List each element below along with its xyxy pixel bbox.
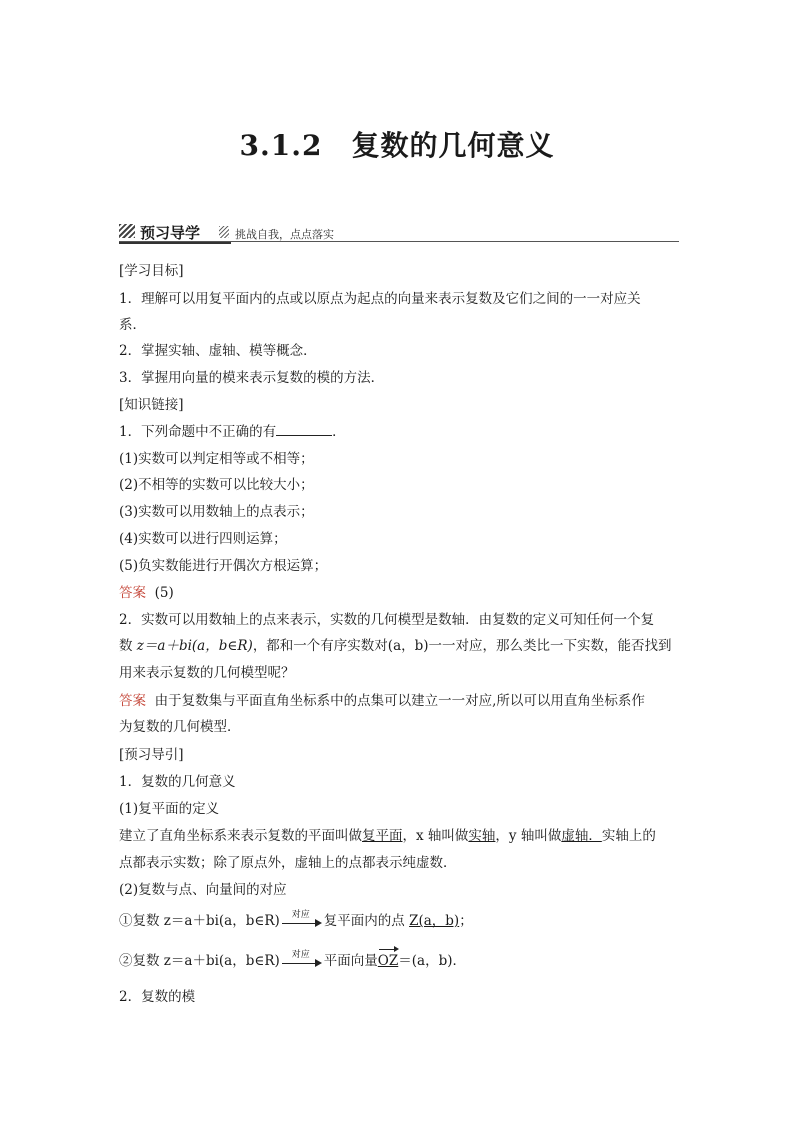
term-real-axis: 实轴: [468, 828, 496, 844]
section-header: [119, 222, 679, 242]
answer-label: 答案: [119, 585, 146, 601]
definition-line-1: [119, 827, 656, 845]
question-2-line-1: 2．实数可以用数轴上的点来表示，实数的几何模型是数轴．由复数的定义可知任何一个复: [119, 612, 655, 628]
definition-text: 实轴上的: [601, 828, 656, 844]
definition-text: 建立了直角坐标系来表示复数的平面叫做: [119, 828, 362, 844]
answer-label: 答案: [119, 693, 146, 709]
option-4: (4)实数可以进行四则运算；: [119, 531, 287, 547]
subsection-1-1: (1)复平面的定义: [119, 801, 220, 817]
point-z: Z(a，b): [409, 913, 460, 929]
goal-3: 3．掌握用向量的模来表示复数的模的方法．: [119, 370, 385, 386]
subsection-1: 1．复数的几何意义: [119, 774, 236, 790]
stripe-small-icon: [219, 226, 229, 238]
answer-2-text: 由于复数集与平面直角坐标系中的点集可以建立一一对应,所以可以用直角坐标系作: [154, 693, 645, 709]
heading-preview-guide: [预习导引]: [119, 747, 184, 763]
question-1-end: ．: [332, 424, 346, 440]
question-2-line-2: [119, 637, 672, 655]
correspondence-1: [119, 909, 473, 930]
section-rule-thick: [119, 242, 231, 244]
answer-2-line-2: 为复数的几何模型．: [119, 719, 241, 735]
option-3: (3)实数可以用数轴上的点表示；: [119, 504, 314, 520]
correspondence-end: ＝(a，b)．: [398, 953, 466, 969]
correspondence-2: [119, 949, 466, 970]
option-5: (5)负实数能进行开偶次方根运算；: [119, 558, 328, 574]
section-label: 预习导学: [140, 224, 201, 242]
correspondence-arrow-icon: [282, 949, 322, 970]
heading-knowledge-link: [知识链接]: [119, 397, 184, 413]
correspondence-target: 平面向量: [323, 953, 378, 969]
arrow-label: 对应: [291, 909, 310, 920]
vector-oz: OZ: [377, 953, 399, 969]
question-2-prefix: 数: [119, 638, 137, 654]
question-2-suffix: ，都和一个有序实数对(a，b)一一对应，那么类比一下实数，能否找到: [252, 638, 672, 654]
stripe-decoration-icon: [119, 224, 135, 238]
term-complex-plane: 复平面: [362, 828, 403, 844]
question-1: [119, 423, 346, 441]
correspondence-arrow-icon: [282, 909, 322, 930]
arrow-label: 对应: [291, 949, 310, 960]
answer-1: [119, 584, 174, 602]
subsection-1-2: (2)复数与点、向量间的对应: [119, 882, 287, 898]
section-slogan: 挑战自我，点点落实: [235, 228, 334, 241]
question-1-text: 1．下列命题中不正确的有: [119, 424, 277, 440]
question-2-line-3: 用来表示复数的几何模型呢？: [119, 665, 295, 681]
option-1: (1)实数可以判定相等或不相等；: [119, 451, 314, 467]
goal-1-line-2: 系．: [119, 317, 146, 333]
definition-line-2: 点都表示实数；除了原点外，虚轴上的点都表示纯虚数．: [119, 855, 457, 871]
correspondence-end: ；: [459, 913, 473, 929]
correspondence-formula: ②复数 z＝a＋bi(a，b∈R): [119, 953, 280, 969]
page-title: 3.1.2 复数的几何意义: [239, 129, 555, 162]
heading-learning-goals: [学习目标]: [119, 263, 184, 279]
definition-text: ，y 轴叫做: [495, 828, 562, 844]
subsection-2: 2．复数的模: [119, 989, 196, 1005]
answer-1-text: (5): [154, 585, 174, 601]
definition-text: ，x 轴叫做: [402, 828, 469, 844]
goal-2: 2．掌握实轴、虚轴、模等概念．: [119, 343, 317, 359]
complex-formula: z＝a＋bi(a，b∈R): [136, 638, 253, 654]
goal-1-line-1: 1．理解可以用复平面内的点或以原点为起点的向量来表示复数及它们之间的一一对应关: [119, 291, 641, 307]
correspondence-target: 复平面内的点: [323, 913, 410, 929]
option-2: (2)不相等的实数可以比较大小；: [119, 477, 314, 493]
answer-2-line-1: [119, 692, 645, 710]
answer-blank: [276, 423, 332, 436]
term-imaginary-axis: 虚轴．: [561, 828, 602, 844]
correspondence-formula: ①复数 z＝a＋bi(a，b∈R): [119, 913, 280, 929]
